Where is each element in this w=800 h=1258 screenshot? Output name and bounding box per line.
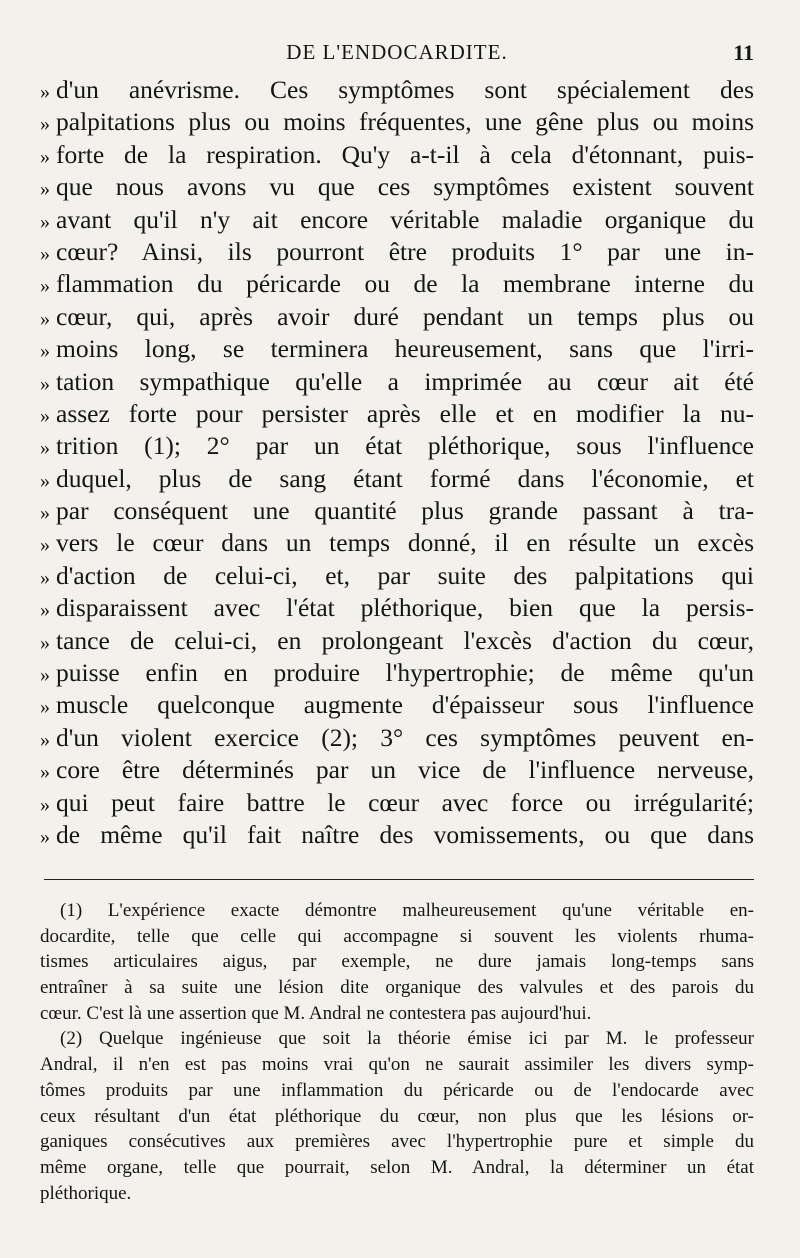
quote-mark: » xyxy=(40,566,50,589)
text-line xyxy=(40,495,754,527)
footnote-1 xyxy=(40,898,754,1026)
footnote-line: Andral, il n'en est pas moins vrai qu'on ne saurait assimiler les divers symp- xyxy=(40,1054,754,1076)
text-line xyxy=(40,787,754,819)
quote-mark: » xyxy=(40,81,50,103)
footnote-line: tismes articulaires aigus, par exemple, ne dure jamais long-temps sans xyxy=(40,951,754,973)
line-text: assez forte pour persister après elle et en modifier la nu- xyxy=(56,398,754,428)
quote-mark: » xyxy=(40,113,50,136)
text-line xyxy=(40,139,754,171)
quote-mark: » xyxy=(40,437,50,460)
footnotes xyxy=(40,898,754,1206)
footnote-line: docardite, telle que celle qui accompagne si souvent les violents rhuma- xyxy=(40,925,754,947)
text-line xyxy=(40,74,754,106)
footnote-2 xyxy=(40,1026,754,1206)
line-text: de même qu'il fait naître des vomissements, ou que dans xyxy=(56,819,754,849)
text-line xyxy=(40,722,754,754)
page-header xyxy=(40,40,754,70)
footnote-line: pléthorique. xyxy=(40,1182,132,1204)
quote-mark: » xyxy=(40,599,50,622)
line-text: cœur? Ainsi, ils pourront être produits 1° par une in- xyxy=(56,236,754,266)
quote-mark: » xyxy=(40,825,50,848)
quote-mark: » xyxy=(40,534,50,557)
text-line xyxy=(40,754,754,786)
text-line xyxy=(40,560,754,592)
line-text: tation sympathique qu'elle a imprimée au cœur ait été xyxy=(56,366,754,396)
line-text: duquel, plus de sang étant formé dans l'économie, et xyxy=(56,463,754,493)
text-line xyxy=(40,204,754,236)
footnote-line: ceux résultant d'un état pléthorique du cœur, non plus que les lésions or- xyxy=(40,1105,754,1127)
line-text: d'un violent exercice (2); 3° ces symptômes peuvent en- xyxy=(56,722,754,752)
quote-mark: » xyxy=(40,178,50,201)
line-text: trition (1); 2° par un état pléthorique, sous l'influence xyxy=(56,431,754,461)
line-text: d'action de celui-ci, et, par suite des palpitations qui xyxy=(56,560,754,590)
line-text: qui peut faire battre le cœur avec force ou irrégularité; xyxy=(56,787,754,817)
quote-mark: » xyxy=(40,372,50,395)
text-line xyxy=(40,236,754,268)
footnote-line: entraîner à sa suite une lésion dite organique des valvules et des parois du xyxy=(40,977,754,999)
text-line xyxy=(40,106,754,138)
text-line xyxy=(40,430,754,462)
line-text: palpitations plus ou moins fréquentes, une gêne plus ou moins xyxy=(56,107,754,137)
line-text: flammation du péricarde ou de la membrane interne du xyxy=(56,269,754,299)
quote-mark: » xyxy=(40,404,50,427)
text-line xyxy=(40,819,754,851)
text-line xyxy=(40,268,754,300)
quote-mark: » xyxy=(40,502,50,525)
page-number: 11 xyxy=(733,40,754,65)
quote-mark: » xyxy=(40,145,50,168)
quote-mark: » xyxy=(40,761,50,784)
line-text: tance de celui-ci, en prolongeant l'excès d'action du cœur, xyxy=(56,625,754,655)
text-line xyxy=(40,657,754,689)
body-text xyxy=(40,74,754,851)
line-text: cœur, qui, après avoir duré pendant un temps plus ou xyxy=(56,301,754,331)
quote-mark: » xyxy=(40,242,50,265)
quote-mark: » xyxy=(40,631,50,654)
line-text: par conséquent une quantité plus grande passant à tra- xyxy=(56,496,754,526)
line-text: puisse enfin en produire l'hypertrophie; de même qu'un xyxy=(56,658,754,688)
text-line xyxy=(40,171,754,203)
line-text: core être déterminés par un vice de l'influence nerveuse, xyxy=(56,755,754,785)
footnote-line: même organe, telle que pourrait, selon M. Andral, la déterminer un état xyxy=(40,1156,754,1178)
quote-mark: » xyxy=(40,793,50,816)
line-text: forte de la respiration. Qu'y a-t-il à cela d'étonnant, puis- xyxy=(56,139,754,169)
line-text: que nous avons vu que ces symptômes existent souvent xyxy=(56,172,754,202)
running-head: DE L'ENDOCARDITE. xyxy=(286,40,508,64)
text-line xyxy=(40,398,754,430)
text-line xyxy=(40,527,754,559)
quote-mark: » xyxy=(40,728,50,751)
text-line xyxy=(40,689,754,721)
line-text: vers le cœur dans un temps donné, il en résulte un excès xyxy=(56,528,754,558)
footnote-line: tômes produits par une inflammation du péricarde ou de l'endocarde avec xyxy=(40,1079,754,1101)
text-line xyxy=(40,333,754,365)
quote-mark: » xyxy=(40,340,50,363)
text-line xyxy=(40,301,754,333)
text-line xyxy=(40,625,754,657)
line-text: moins long, se terminera heureusement, sans que l'irri- xyxy=(56,334,754,364)
quote-mark: » xyxy=(40,210,50,233)
line-text: d'un anévrisme. Ces symptômes sont spécialement des xyxy=(56,75,754,104)
text-line xyxy=(40,366,754,398)
quote-mark: » xyxy=(40,275,50,298)
quote-mark: » xyxy=(40,307,50,330)
quote-mark: » xyxy=(40,469,50,492)
footnote-rule xyxy=(44,879,754,880)
footnote-line: ganiques consécutives aux premières avec l'hypertrophie pure et simple du xyxy=(40,1131,754,1153)
footnote-line: cœur. C'est là une assertion que M. Andral ne contestera pas aujourd'hui. xyxy=(40,1002,592,1024)
text-line xyxy=(40,463,754,495)
footnote-line: (1) L'expérience exacte démontre malheureusement qu'une véritable en- xyxy=(60,900,754,921)
footnote-line: (2) Quelque ingénieuse que soit la théorie émise ici par M. le professeur xyxy=(60,1028,754,1050)
quote-mark: » xyxy=(40,664,50,687)
text-line xyxy=(40,592,754,624)
quote-mark: » xyxy=(40,696,50,719)
line-text: disparaissent avec l'état pléthorique, bien que la persis- xyxy=(56,593,754,623)
line-text: avant qu'il n'y ait encore véritable maladie organique du xyxy=(56,204,754,234)
line-text: muscle quelconque augmente d'épaisseur sous l'influence xyxy=(56,690,754,720)
